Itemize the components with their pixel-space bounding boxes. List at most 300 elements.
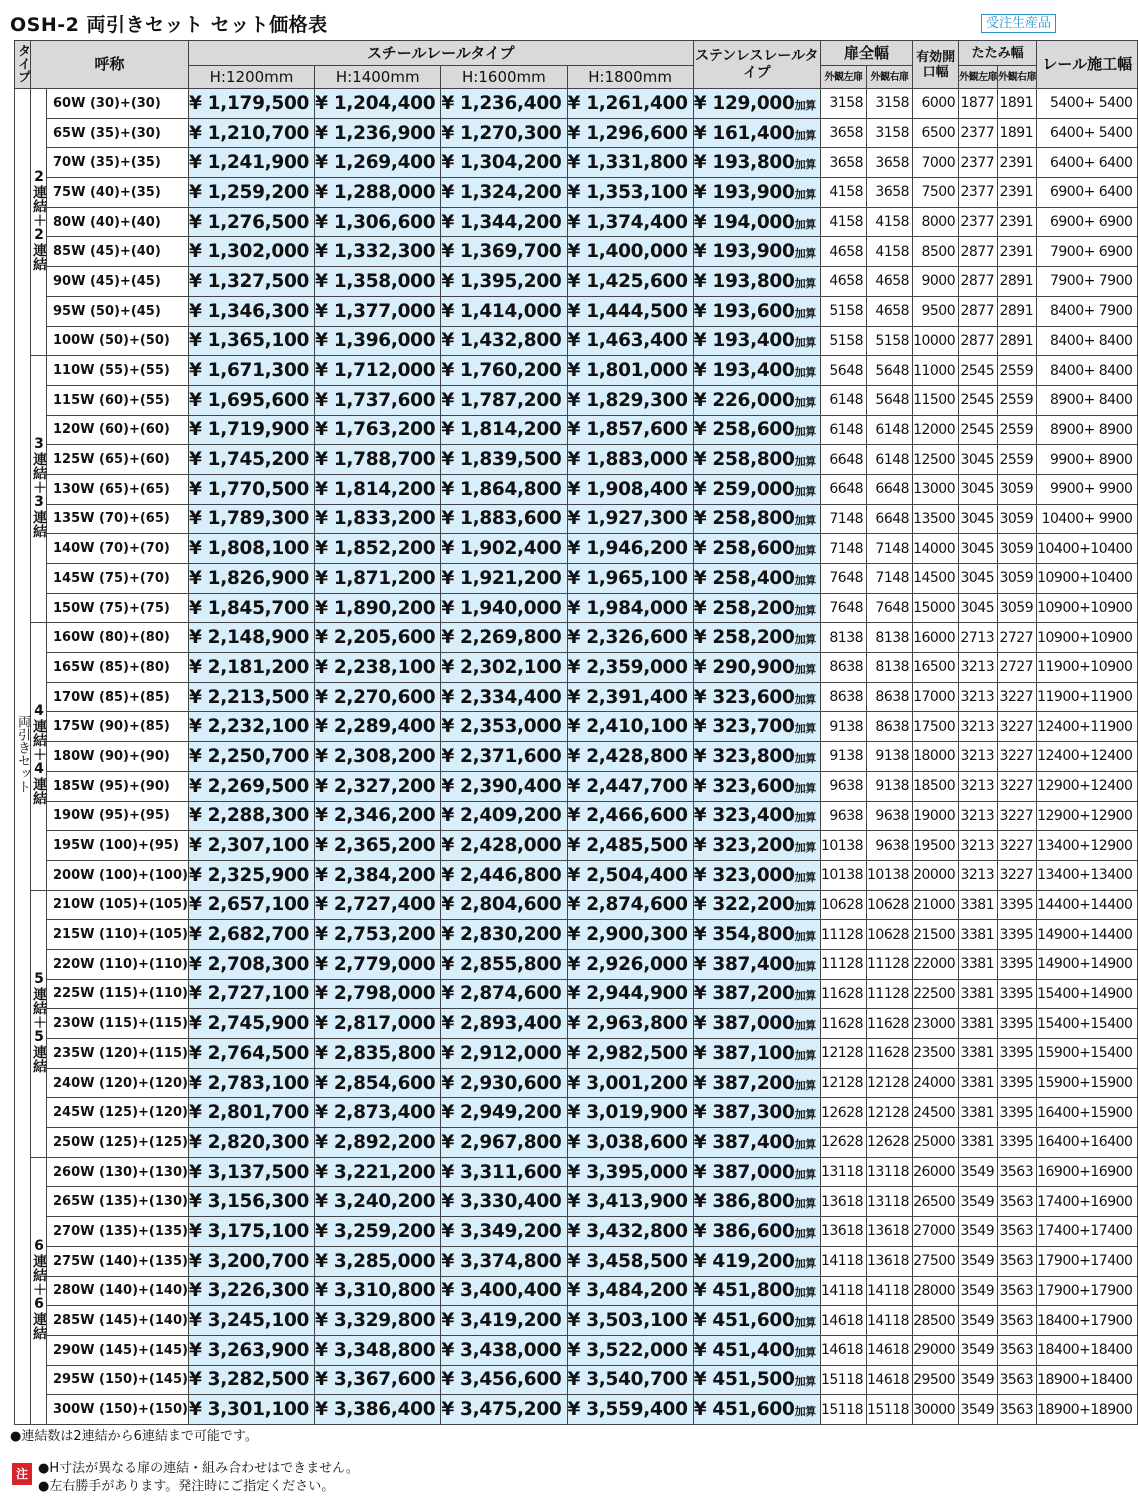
folded-left: 3549 [959,1306,998,1336]
price-h1800: ¥ 3,540,700 [567,1365,693,1395]
price-h1600: ¥ 2,804,600 [441,890,567,920]
price-h1800: ¥ 2,485,500 [567,831,693,861]
price-h1200: ¥ 3,263,900 [188,1335,314,1365]
model-name: 190W (95)+(95) [47,801,189,831]
opening-width: 10000 [913,326,959,356]
opening-width: 29000 [913,1335,959,1365]
price-h1200: ¥ 2,708,300 [188,949,314,979]
door-left: 11128 [820,920,866,950]
price-h1800: ¥ 2,359,000 [567,653,693,683]
folded-left: 3549 [959,1365,998,1395]
price-h1800: ¥ 1,857,600 [567,415,693,445]
price-h1800: ¥ 1,353,100 [567,178,693,208]
folded-right: 2391 [998,207,1037,237]
header-folded-right: 外観右扉 [998,66,1037,89]
folded-left: 3381 [959,949,998,979]
door-left: 6148 [820,385,866,415]
folded-left: 3213 [959,712,998,742]
group-label: 5連結＋5連結 [31,890,47,1157]
stainless-addon: ¥ 387,300加算 [693,1098,820,1128]
price-h1200: ¥ 3,282,500 [188,1365,314,1395]
door-right: 10628 [867,920,913,950]
caution-mark: 注 [12,1463,32,1485]
rail-width: 10900+10900 [1037,623,1138,653]
rail-width: 6900+ 6900 [1037,207,1138,237]
door-left: 3658 [820,118,866,148]
door-left: 11128 [820,949,866,979]
door-left: 10138 [820,831,866,861]
opening-width: 8500 [913,237,959,267]
model-name: 220W (110)+(110) [47,949,189,979]
price-h1800: ¥ 1,374,400 [567,207,693,237]
door-left: 12128 [820,1039,866,1069]
folded-left: 3381 [959,979,998,1009]
folded-left: 2377 [959,148,998,178]
price-h1400: ¥ 1,890,200 [315,593,441,623]
price-h1600: ¥ 1,883,600 [441,504,567,534]
opening-width: 27000 [913,1217,959,1247]
header-stainless-rail: ステンレスレールタイプ [693,41,820,89]
model-name: 265W (135)+(130) [47,1187,189,1217]
stainless-addon: ¥ 323,600加算 [693,682,820,712]
price-h1800: ¥ 2,326,600 [567,623,693,653]
price-h1200: ¥ 2,181,200 [188,653,314,683]
rail-width: 6400+ 5400 [1037,118,1138,148]
model-name: 245W (125)+(120) [47,1098,189,1128]
model-name: 230W (115)+(115) [47,1009,189,1039]
opening-width: 23500 [913,1039,959,1069]
rail-width: 18400+18400 [1037,1335,1138,1365]
price-h1200: ¥ 2,727,100 [188,979,314,1009]
price-h1200: ¥ 1,695,600 [188,385,314,415]
folded-right: 3227 [998,682,1037,712]
opening-width: 27500 [913,1246,959,1276]
price-h1600: ¥ 1,864,800 [441,474,567,504]
price-h1400: ¥ 2,753,200 [315,920,441,950]
model-name: 260W (130)+(130) [47,1157,189,1187]
price-h1200: ¥ 1,276,500 [188,207,314,237]
price-h1400: ¥ 1,269,400 [315,148,441,178]
price-h1600: ¥ 3,311,600 [441,1157,567,1187]
stainless-addon: ¥ 194,000加算 [693,207,820,237]
price-h1200: ¥ 1,241,900 [188,148,314,178]
door-right: 11628 [867,1039,913,1069]
stainless-addon: ¥ 290,900加算 [693,653,820,683]
folded-right: 3395 [998,1068,1037,1098]
door-right: 9638 [867,831,913,861]
folded-left: 3213 [959,653,998,683]
model-name: 215W (110)+(105) [47,920,189,950]
price-table [14,40,1138,1425]
door-left: 15118 [820,1395,866,1425]
door-left: 3658 [820,148,866,178]
opening-width: 22500 [913,979,959,1009]
opening-width: 26000 [913,1157,959,1187]
stainless-addon: ¥ 226,000加算 [693,385,820,415]
price-h1400: ¥ 2,289,400 [315,712,441,742]
folded-right: 3563 [998,1246,1037,1276]
opening-width: 18500 [913,771,959,801]
price-h1400: ¥ 1,763,200 [315,415,441,445]
header-outer-right: 外観右扉 [867,66,913,89]
price-h1800: ¥ 2,504,400 [567,860,693,890]
folded-right: 3563 [998,1276,1037,1306]
price-h1200: ¥ 1,808,100 [188,534,314,564]
model-name: 180W (90)+(90) [47,742,189,772]
table-row [15,1157,1138,1187]
stainless-addon: ¥ 323,600加算 [693,771,820,801]
price-h1600: ¥ 2,269,800 [441,623,567,653]
price-h1200: ¥ 1,365,100 [188,326,314,356]
table-row [15,326,1138,356]
folded-left: 2377 [959,178,998,208]
door-right: 6648 [867,504,913,534]
rail-width: 6400+ 6400 [1037,148,1138,178]
door-left: 10138 [820,860,866,890]
price-h1200: ¥ 2,307,100 [188,831,314,861]
model-name: 250W (125)+(125) [47,1128,189,1158]
door-right: 8638 [867,712,913,742]
header-outer-left: 外観左扉 [820,66,866,89]
price-h1400: ¥ 3,285,000 [315,1246,441,1276]
price-h1200: ¥ 2,783,100 [188,1068,314,1098]
door-left: 5158 [820,296,866,326]
door-left: 7148 [820,504,866,534]
opening-width: 20000 [913,860,959,890]
folded-left: 3045 [959,534,998,564]
table-row [15,1276,1138,1306]
door-left: 7648 [820,593,866,623]
folded-left: 3045 [959,504,998,534]
door-right: 3658 [867,148,913,178]
rail-width: 8900+ 8900 [1037,415,1138,445]
table-row [15,593,1138,623]
model-name: 110W (55)+(55) [47,356,189,386]
folded-left: 3549 [959,1276,998,1306]
folded-right: 3227 [998,742,1037,772]
table-row [15,474,1138,504]
stainless-addon: ¥ 387,200加算 [693,979,820,1009]
stainless-addon: ¥ 451,500加算 [693,1365,820,1395]
folded-right: 3059 [998,474,1037,504]
rail-width: 13400+12900 [1037,831,1138,861]
price-h1200: ¥ 1,845,700 [188,593,314,623]
opening-width: 18000 [913,742,959,772]
stainless-addon: ¥ 323,000加算 [693,860,820,890]
table-row [15,237,1138,267]
price-h1600: ¥ 2,428,000 [441,831,567,861]
folded-right: 3563 [998,1187,1037,1217]
folded-left: 3213 [959,831,998,861]
model-name: 140W (70)+(70) [47,534,189,564]
folded-right: 3227 [998,831,1037,861]
notes [10,1428,258,1446]
folded-left: 2877 [959,237,998,267]
folded-left: 3213 [959,682,998,712]
price-h1800: ¥ 1,829,300 [567,385,693,415]
opening-width: 7500 [913,178,959,208]
stainless-addon: ¥ 387,400加算 [693,949,820,979]
price-h1800: ¥ 1,296,600 [567,118,693,148]
rail-width: 16400+15900 [1037,1098,1138,1128]
folded-left: 3381 [959,1068,998,1098]
folded-right: 3059 [998,564,1037,594]
table-row [15,385,1138,415]
model-name: 185W (95)+(90) [47,771,189,801]
page-title: OSH-2 両引きセット セット価格表 [10,14,328,36]
price-h1200: ¥ 1,302,000 [188,237,314,267]
price-h1600: ¥ 1,236,400 [441,89,567,119]
price-h1600: ¥ 3,438,000 [441,1335,567,1365]
rail-width: 10400+10400 [1037,534,1138,564]
price-h1600: ¥ 3,475,200 [441,1395,567,1425]
price-h1200: ¥ 2,820,300 [188,1128,314,1158]
price-h1200: ¥ 2,148,900 [188,623,314,653]
price-h1400: ¥ 1,833,200 [315,504,441,534]
price-h1200: ¥ 1,826,900 [188,564,314,594]
model-name: 200W (100)+(100) [47,860,189,890]
door-right: 12128 [867,1068,913,1098]
price-h1600: ¥ 3,456,600 [441,1365,567,1395]
door-right: 7148 [867,564,913,594]
stainless-addon: ¥ 451,600加算 [693,1395,820,1425]
door-right: 15118 [867,1395,913,1425]
group-label: 4連結＋4連結 [31,623,47,890]
rail-width: 10400+ 9900 [1037,504,1138,534]
rail-width: 14900+14900 [1037,949,1138,979]
folded-right: 3395 [998,1039,1037,1069]
model-name: 100W (50)+(50) [47,326,189,356]
price-h1400: ¥ 2,817,000 [315,1009,441,1039]
folded-right: 2559 [998,356,1037,386]
rail-width: 12400+11900 [1037,712,1138,742]
price-h1800: ¥ 2,874,600 [567,890,693,920]
door-left: 13618 [820,1217,866,1247]
stainless-addon: ¥ 323,800加算 [693,742,820,772]
stainless-addon: ¥ 258,200加算 [693,593,820,623]
price-h1800: ¥ 1,400,000 [567,237,693,267]
rail-width: 5400+ 5400 [1037,89,1138,119]
header-folded-width: たたみ幅 [959,41,1037,66]
stainless-addon: ¥ 193,600加算 [693,296,820,326]
header-type: タイプ [15,41,31,89]
opening-width: 15000 [913,593,959,623]
opening-width: 7000 [913,148,959,178]
price-h1400: ¥ 3,348,800 [315,1335,441,1365]
door-left: 6648 [820,474,866,504]
table-row [15,445,1138,475]
opening-width: 19500 [913,831,959,861]
folded-left: 3549 [959,1246,998,1276]
door-right: 8138 [867,623,913,653]
type-label: 両引きセット [15,89,31,1425]
opening-width: 9000 [913,267,959,297]
caution-notes [38,1460,359,1496]
folded-right: 2891 [998,267,1037,297]
opening-width: 25000 [913,1128,959,1158]
rail-width: 17900+17400 [1037,1246,1138,1276]
folded-left: 2877 [959,296,998,326]
price-h1600: ¥ 1,921,200 [441,564,567,594]
stainless-addon: ¥ 387,200加算 [693,1068,820,1098]
table-row [15,1365,1138,1395]
table-row [15,1039,1138,1069]
price-h1600: ¥ 2,371,600 [441,742,567,772]
door-left: 4158 [820,207,866,237]
price-h1800: ¥ 2,447,700 [567,771,693,801]
price-h1400: ¥ 1,871,200 [315,564,441,594]
price-h1400: ¥ 1,788,700 [315,445,441,475]
table-row [15,979,1138,1009]
price-h1200: ¥ 3,226,300 [188,1276,314,1306]
price-h1200: ¥ 1,259,200 [188,178,314,208]
stainless-addon: ¥ 322,200加算 [693,890,820,920]
price-h1400: ¥ 2,365,200 [315,831,441,861]
table-row [15,771,1138,801]
price-h1200: ¥ 1,327,500 [188,267,314,297]
door-right: 11128 [867,979,913,1009]
stainless-addon: ¥ 386,800加算 [693,1187,820,1217]
folded-left: 3045 [959,593,998,623]
price-h1600: ¥ 1,902,400 [441,534,567,564]
model-name: 80W (40)+(40) [47,207,189,237]
model-name: 300W (150)+(150) [47,1395,189,1425]
price-h1600: ¥ 1,369,700 [441,237,567,267]
door-right: 13618 [867,1217,913,1247]
price-h1200: ¥ 3,156,300 [188,1187,314,1217]
door-right: 13118 [867,1187,913,1217]
folded-right: 3059 [998,504,1037,534]
stainless-addon: ¥ 258,400加算 [693,564,820,594]
folded-right: 3395 [998,1128,1037,1158]
folded-right: 3395 [998,890,1037,920]
table-row [15,682,1138,712]
opening-width: 13500 [913,504,959,534]
table-row [15,949,1138,979]
opening-width: 13000 [913,474,959,504]
folded-right: 3227 [998,801,1037,831]
price-h1800: ¥ 3,522,000 [567,1335,693,1365]
table-row [15,504,1138,534]
price-h1600: ¥ 1,787,200 [441,385,567,415]
folded-left: 3549 [959,1157,998,1187]
price-h1200: ¥ 2,764,500 [188,1039,314,1069]
door-right: 5158 [867,326,913,356]
table-row [15,534,1138,564]
door-left: 7148 [820,534,866,564]
price-h1600: ¥ 2,302,100 [441,653,567,683]
header-opening: 有効開口幅 [913,41,959,89]
folded-left: 3213 [959,801,998,831]
made-to-order-badge: 受注生産品 [981,14,1056,33]
folded-left: 3549 [959,1395,998,1425]
rail-width: 9900+ 8900 [1037,445,1138,475]
rail-width: 12900+12900 [1037,801,1138,831]
table-row [15,1306,1138,1336]
price-h1600: ¥ 1,839,500 [441,445,567,475]
rail-width: 8400+ 8400 [1037,326,1138,356]
stainless-addon: ¥ 258,600加算 [693,534,820,564]
price-h1200: ¥ 2,288,300 [188,801,314,831]
header-rail-width: レール施工幅 [1037,41,1138,89]
folded-left: 3213 [959,742,998,772]
door-left: 11628 [820,1009,866,1039]
price-h1800: ¥ 1,261,400 [567,89,693,119]
price-h1400: ¥ 2,384,200 [315,860,441,890]
price-h1400: ¥ 1,332,300 [315,237,441,267]
opening-width: 8000 [913,207,959,237]
folded-right: 3563 [998,1335,1037,1365]
folded-right: 2391 [998,148,1037,178]
door-right: 9138 [867,742,913,772]
price-h1800: ¥ 3,019,900 [567,1098,693,1128]
stainless-addon: ¥ 193,400加算 [693,326,820,356]
model-name: 275W (140)+(135) [47,1246,189,1276]
group-label: 3連結＋3連結 [31,356,47,623]
price-h1600: ¥ 2,893,400 [441,1009,567,1039]
door-left: 9638 [820,771,866,801]
price-h1600: ¥ 1,270,300 [441,118,567,148]
model-name: 225W (115)+(110) [47,979,189,1009]
stainless-addon: ¥ 354,800加算 [693,920,820,950]
price-h1200: ¥ 2,657,100 [188,890,314,920]
price-h1600: ¥ 1,344,200 [441,207,567,237]
door-left: 5648 [820,356,866,386]
price-h1600: ¥ 2,967,800 [441,1128,567,1158]
rail-width: 11900+11900 [1037,682,1138,712]
model-name: 60W (30)+(30) [47,89,189,119]
price-h1200: ¥ 3,301,100 [188,1395,314,1425]
opening-width: 29500 [913,1365,959,1395]
folded-right: 2391 [998,178,1037,208]
price-h1400: ¥ 1,377,000 [315,296,441,326]
price-h1600: ¥ 1,324,200 [441,178,567,208]
stainless-addon: ¥ 161,400加算 [693,118,820,148]
folded-left: 2545 [959,356,998,386]
door-right: 9138 [867,771,913,801]
folded-left: 3045 [959,445,998,475]
rail-width: 7900+ 6900 [1037,237,1138,267]
table-row [15,831,1138,861]
price-h1600: ¥ 3,330,400 [441,1187,567,1217]
door-left: 14118 [820,1276,866,1306]
model-name: 280W (140)+(140) [47,1276,189,1306]
model-name: 85W (45)+(40) [47,237,189,267]
price-h1200: ¥ 1,770,500 [188,474,314,504]
price-h1400: ¥ 3,367,600 [315,1365,441,1395]
door-right: 7148 [867,534,913,564]
stainless-addon: ¥ 387,000加算 [693,1157,820,1187]
stainless-addon: ¥ 258,200加算 [693,623,820,653]
price-h1600: ¥ 2,830,200 [441,920,567,950]
price-h1800: ¥ 3,413,900 [567,1187,693,1217]
price-h1800: ¥ 2,982,500 [567,1039,693,1069]
price-h1800: ¥ 1,908,400 [567,474,693,504]
rail-width: 15900+15400 [1037,1039,1138,1069]
rail-width: 6900+ 6400 [1037,178,1138,208]
rail-width: 12400+12400 [1037,742,1138,772]
door-right: 4658 [867,296,913,326]
price-h1400: ¥ 2,346,200 [315,801,441,831]
door-left: 9138 [820,742,866,772]
stainless-addon: ¥ 451,800加算 [693,1276,820,1306]
price-h1400: ¥ 1,204,400 [315,89,441,119]
door-right: 11128 [867,949,913,979]
door-right: 14618 [867,1335,913,1365]
group-label: 2連結＋2連結 [31,89,47,356]
price-h1400: ¥ 2,873,400 [315,1098,441,1128]
door-left: 12128 [820,1068,866,1098]
